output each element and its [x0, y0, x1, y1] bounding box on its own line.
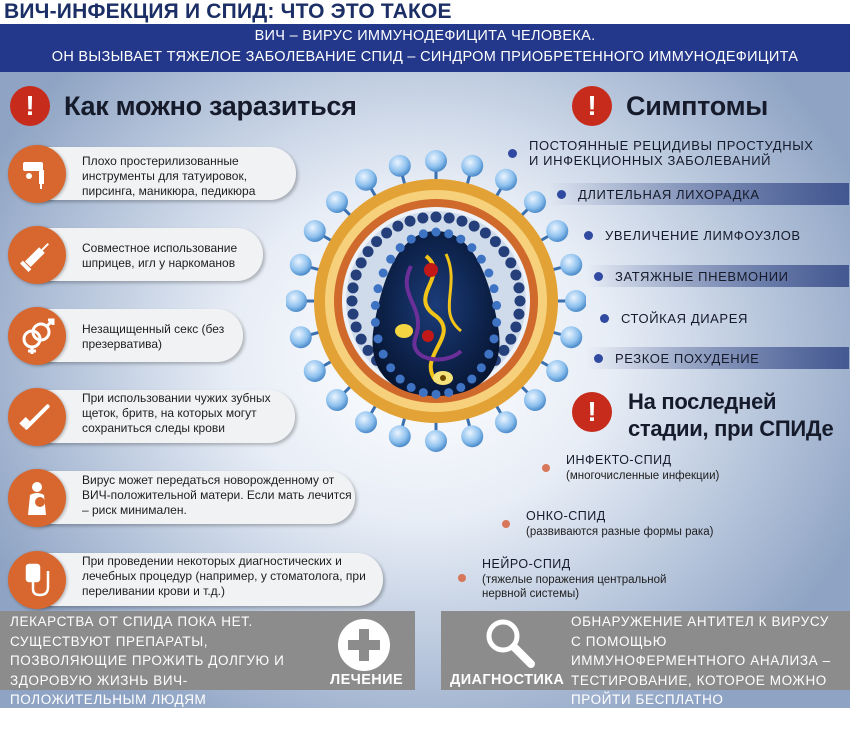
infection-route-text: При использовании чужих зубных щеток, бритв, на которых могут сохраниться следы крови: [82, 391, 271, 435]
infection-route-text: Плохо простерилизованные инструменты для татуировок, пирсинга, маникюра, педикюра: [82, 154, 256, 198]
infection-route-syringe: [8, 226, 283, 286]
stage-neuro-desc: (тяжелые поражения центральной нервной системы): [482, 574, 667, 600]
infection-route-text: При проведении некоторых диагностических и лечебных процедур (например, у стоматолога, при переливании крови и т.д.): [82, 554, 366, 598]
infection-route-sex: [8, 307, 283, 367]
symptoms-heading-text: Симптомы: [626, 90, 769, 121]
exclamation-icon: !: [572, 86, 612, 126]
magnifier-icon: [481, 614, 537, 675]
banner-line-2: ОН ВЫЗЫВАЕТ ТЯЖЕЛОЕ ЗАБОЛЕВАНИЕ СПИД – СИНДРОМ ПРИОБРЕТЕННОГО ИММУНОДЕФИЦИТА: [51, 49, 799, 65]
symptom-item: ДЛИТЕЛЬНАЯ ЛИХОРАДКА: [549, 183, 849, 205]
infection-route-mother: [8, 469, 352, 529]
plus-icon: [338, 619, 390, 671]
symptom-item: ПОСТОЯННЫЕ РЕЦИДИВЫ ПРОСТУДНЫХ И ИНФЕКЦИОННЫХ ЗАБОЛЕВАНИЙ: [500, 138, 819, 172]
stage-neuro-name: НЕЙРО-СПИД: [482, 557, 571, 571]
infection-route-toothbrush: [8, 388, 283, 448]
gender-symbols-icon: [8, 307, 66, 365]
symptom-item: РЕЗКОЕ ПОХУДЕНИЕ: [586, 347, 849, 369]
iv-drip-icon: [8, 551, 66, 609]
stage-onko-desc: (развиваются разные формы рака): [526, 526, 714, 538]
banner-line-1: ВИЧ – ВИРУС ИММУНОДЕФИЦИТА ЧЕЛОВЕКА.: [254, 28, 596, 44]
symptom-item: ЗАТЯЖНЫЕ ПНЕВМОНИИ: [586, 265, 849, 287]
symptoms-heading: [572, 86, 768, 126]
treatment-box: [0, 611, 415, 707]
infection-route-text: Незащищенный секс (без презерватива): [82, 322, 225, 351]
last-stage-heading: ! На последней стадии, при СПИДе: [572, 388, 833, 442]
infection-heading: [10, 86, 357, 126]
infection-route-text: Вирус может передаться новорожденному от ВИЧ-положительной матери. Если мать лечится – риск минимален.: [82, 473, 352, 517]
tattoo-machine-icon: [8, 145, 66, 203]
treatment-label: ЛЕЧЕНИЕ: [330, 672, 404, 688]
symptom-item: УВЕЛИЧЕНИЕ ЛИМФОУЗЛОВ: [576, 224, 801, 246]
stage-bullet: [502, 520, 510, 528]
virus-illustration: [286, 146, 586, 456]
exclamation-icon: !: [572, 392, 612, 432]
stage-bullet: [458, 574, 466, 582]
stage-infecto-name: ИНФЕКТО-СПИД: [566, 453, 672, 467]
infographic-panel: [0, 24, 850, 708]
intro-banner: [0, 24, 850, 72]
symptom-item: СТОЙКАЯ ДИАРЕЯ: [592, 307, 748, 329]
diagnostics-text: ОБНАРУЖЕНИЕ АНТИТЕЛ К ВИРУСУ С ПОМОЩЬЮ ИММУНОФЕРМЕНТНОГО АНАЛИЗА – ТЕСТИРОВАНИЕ, КОТОРОЕ МОЖНО ПРОЙТИ БЕСПЛАТНО: [571, 614, 831, 707]
treatment-text: ЛЕКАРСТВА ОТ СПИДА ПОКА НЕТ. СУЩЕСТВУЮТ ПРЕПАРАТЫ, ПОЗВОЛЯЮЩИЕ ПРОЖИТЬ ДОЛГУЮ И ЗДОРОВУЮ ЖИЗНЬ ВИЧ-ПОЛОЖИТЕЛЬНЫМ ЛЮДЯМ: [10, 614, 285, 707]
syringe-icon: [8, 226, 66, 284]
diagnostics-label: ДИАГНОСТИКА: [450, 672, 565, 688]
page-title: ВИЧ-ИНФЕКЦИЯ И СПИД: ЧТО ЭТО ТАКОЕ: [4, 0, 452, 23]
diagnostics-box: [441, 611, 850, 707]
stage-onko-name: ОНКО-СПИД: [526, 509, 606, 523]
toothbrush-icon: [8, 388, 66, 446]
infection-heading-text: Как можно заразиться: [64, 90, 357, 121]
stage-infecto-desc: (многочисленные инфекции): [566, 470, 720, 482]
infection-route-text: Совместное использование шприцев, игл у наркоманов: [82, 241, 238, 270]
stage-bullet: [542, 464, 550, 472]
exclamation-icon: !: [10, 86, 50, 126]
infection-route-tattoo: [8, 145, 283, 205]
infection-route-medical: [8, 551, 366, 611]
mother-baby-icon: [8, 469, 66, 527]
